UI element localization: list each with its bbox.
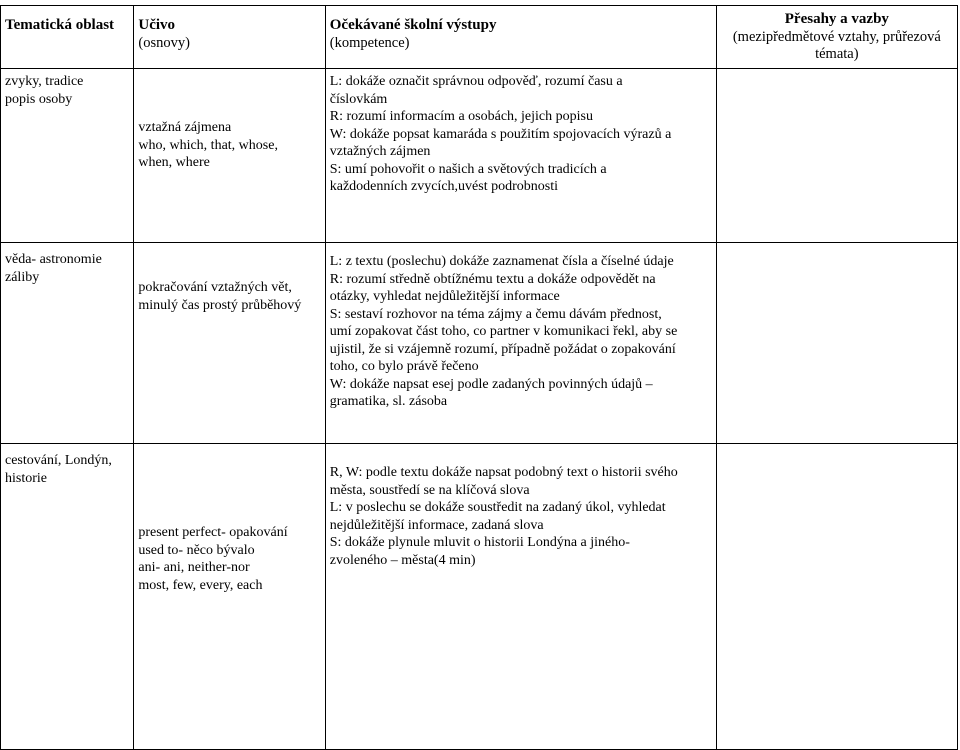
outcome-line: L: z textu (poslechu) dokáže zaznamenat čísla a číselné údaje	[329, 254, 674, 269]
outcome-line: ujistil, že si vzájemně rozumí, případně požádat o zopakování	[329, 341, 676, 357]
links-cell	[716, 444, 957, 750]
content-cell	[134, 69, 325, 243]
links-cell	[716, 243, 957, 444]
outcome-line: každodenních zvycích,uvést podrobnosti	[329, 179, 558, 194]
curriculum-table	[0, 5, 958, 750]
table-row	[1, 69, 958, 243]
topic-line: popis osoby	[5, 91, 73, 107]
header-outcomes	[325, 6, 716, 69]
outcome-line: otázky, vyhledat nejdůležitější informace	[329, 289, 560, 304]
topic-cell	[1, 69, 134, 243]
outcome-line: W: dokáže napsat esej podle zadaných povinných údajů –	[329, 376, 653, 392]
outcome-line: L: dokáže označit správnou odpověď, rozumí času a	[329, 74, 623, 89]
topic-line: historie	[5, 470, 47, 486]
header-links-subtitle: (mezipředmětové vztahy, průřezová témata)	[732, 28, 941, 62]
outcome-line: vztažných zájmen	[329, 144, 431, 159]
outcome-line: R: rozumí informacím a osobách, jejich popisu	[329, 109, 593, 124]
outcome-line: číslovkám	[329, 91, 388, 107]
content-line: who, which, that, whose,	[138, 137, 278, 153]
topic-line: záliby	[5, 269, 40, 285]
header-content-title: Učivo	[138, 17, 176, 33]
outcomes-cell	[325, 444, 716, 750]
topic-line: cestování, Londýn,	[5, 453, 112, 468]
outcome-line: L: v poslechu se dokáže soustředit na zadaný úkol, vyhledat	[329, 500, 666, 515]
content-cell	[134, 444, 325, 750]
content-cell	[134, 243, 325, 444]
header-outcomes-subtitle: (kompetence)	[329, 34, 410, 51]
content-line: minulý čas prostý průběhový	[138, 297, 302, 313]
header-content	[134, 6, 325, 69]
topic-line: zvyky, tradice	[5, 74, 84, 89]
header-links	[716, 6, 957, 69]
content-line: pokračování vztažných vět,	[138, 280, 292, 295]
content-line: ani- ani, neither-nor	[138, 560, 250, 575]
outcomes-cell	[325, 243, 716, 444]
content-line: used to- něco bývalo	[138, 542, 255, 558]
header-topic	[1, 6, 134, 69]
outcome-line: gramatika, sl. zásoba	[329, 394, 448, 409]
topic-cell	[1, 444, 134, 750]
outcome-line: R: rozumí středně obtížnému textu a dokáže odpovědět na	[329, 271, 656, 287]
table-row	[1, 444, 958, 750]
content-line: vztažná zájmena	[138, 120, 232, 135]
outcome-line: umí zopakovat část toho, co partner v komunikaci řekl, aby se	[329, 324, 678, 339]
table-row	[1, 243, 958, 444]
topic-line: věda- astronomie	[5, 252, 102, 267]
outcome-line: S: umí pohovořit o našich a světových tradicích a	[329, 161, 607, 177]
content-line: present perfect- opakování	[138, 525, 288, 540]
outcome-line: města, soustředí se na klíčová slova	[329, 482, 530, 498]
header-outcomes-title: Očekávané školní výstupy	[329, 17, 497, 33]
outcome-line: S: dokáže plynule mluvit o historii Londýna a jiného-	[329, 535, 630, 550]
header-content-subtitle: (osnovy)	[138, 34, 190, 51]
outcome-line: nejdůležitější informace, zadaná slova	[329, 517, 544, 533]
outcome-line: S: sestaví rozhovor na téma zájmy a čemu dávám přednost,	[329, 306, 662, 322]
header-links-title: Přesahy a vazby	[784, 11, 889, 27]
outcome-line: W: dokáže popsat kamaráda s použitím spojovacích výrazů a	[329, 126, 672, 142]
content-line: most, few, every, each	[138, 577, 263, 593]
outcomes-cell	[325, 69, 716, 243]
links-cell	[716, 69, 957, 243]
outcome-line: R, W: podle textu dokáže napsat podobný text o historii svého	[329, 465, 678, 480]
header-topic-title: Tematická oblast	[5, 17, 115, 33]
content-line: when, where	[138, 155, 210, 170]
topic-cell	[1, 243, 134, 444]
outcome-line: toho, co bylo právě řečeno	[329, 359, 479, 374]
outcome-line: zvoleného – města(4 min)	[329, 552, 476, 568]
header-row	[1, 6, 958, 69]
